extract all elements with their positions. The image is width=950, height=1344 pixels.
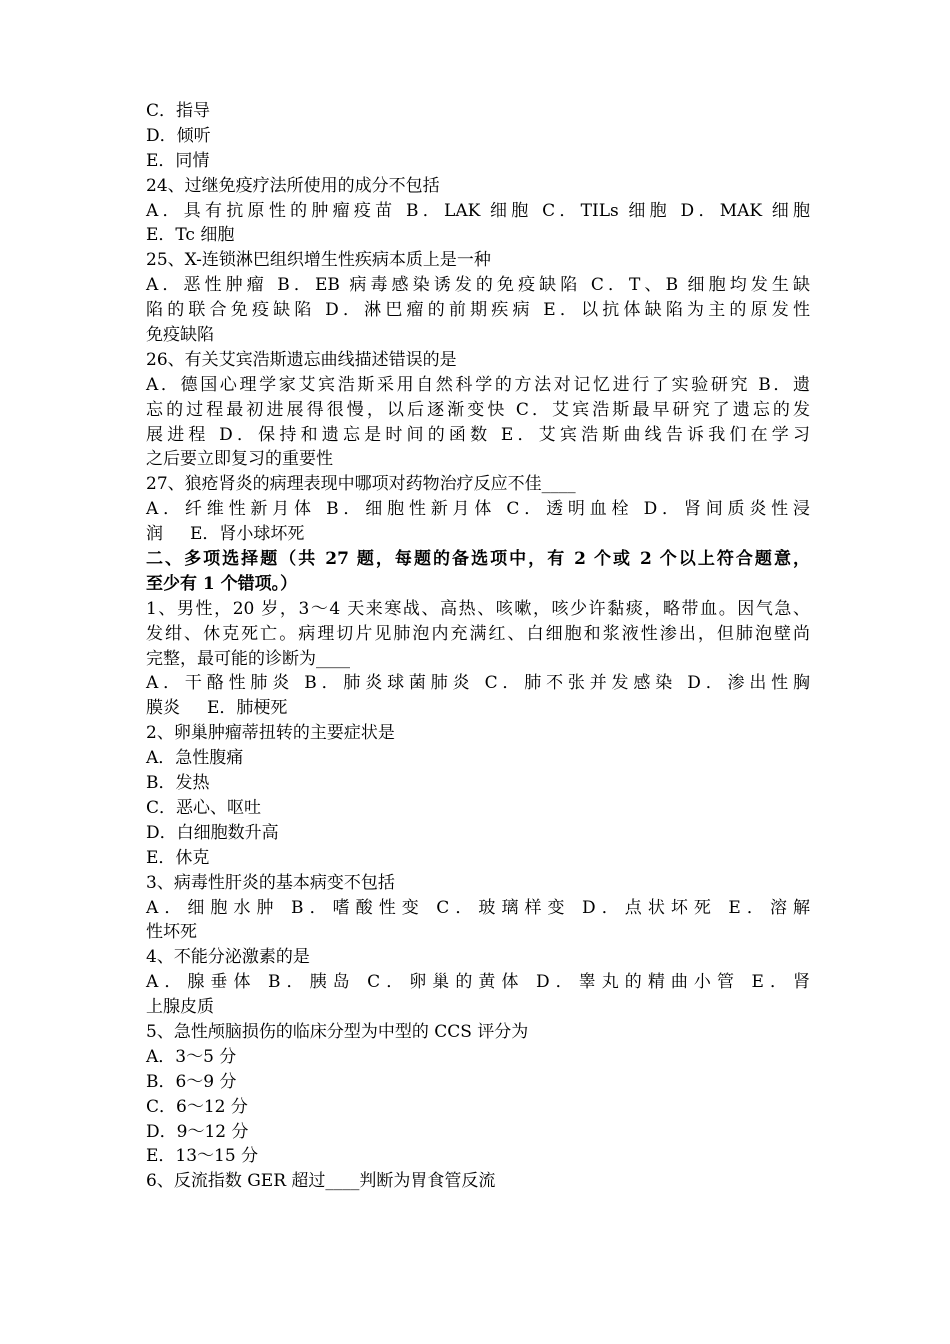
text-line: 忘的过程最初进展得很慢，以后逐渐变快 C．艾宾浩斯最早研究了遗忘的发 (146, 399, 810, 420)
text-line: A．急性腹痛 (146, 748, 244, 769)
section-heading-line: 二、多项选择题（共 27 题，每题的备选项中，有 2 个或 2 个以上符合题意， (146, 549, 810, 570)
text-line: A．细胞水肿 B．嗜酸性变 C．玻璃样变 D．点状坏死 E．溶解 (146, 897, 810, 918)
text-line: D．白细胞数升高 (146, 822, 279, 843)
text-line: A．具有抗原性的肿瘤疫苗 B．LAK 细胞 C．TILs 细胞 D．MAK 细胞 (146, 200, 810, 221)
text-line: C．6～12 分 (146, 1096, 248, 1117)
text-line: A．恶性肿瘤 B．EB 病毒感染诱发的免疫缺陷 C．T、B 细胞均发生缺 (146, 275, 810, 296)
text-line: 完整，最可能的诊断为____ (146, 648, 350, 669)
text-line: 25、X-连锁淋巴组织增生性疾病本质上是一种 (146, 250, 491, 271)
text-line: 26、有关艾宾浩斯遗忘曲线描述错误的是 (146, 349, 457, 370)
text-line: 27、狼疮肾炎的病理表现中哪项对药物治疗反应不佳____ (146, 474, 576, 495)
text-line: D．9～12 分 (146, 1121, 249, 1142)
text-line: A．腺垂体 B．胰岛 C．卵巢的黄体 D．睾丸的精曲小管 E．肾 (146, 972, 810, 993)
text-line: A．干酪性肺炎 B．肺炎球菌肺炎 C．肺不张并发感染 D．渗出性胸 (146, 673, 810, 694)
text-line: C．恶心、呕吐 (146, 797, 262, 818)
text-line: 展进程 D．保持和遗忘是时间的函数 E．艾宾浩斯曲线告诉我们在学习 (146, 424, 810, 445)
text-line: A．纤维性新月体 B．细胞性新月体 C．透明血栓 D．肾间质炎性浸 (146, 499, 810, 520)
text-line: 5、急性颅脑损伤的临床分型为中型的 CCS 评分为 (146, 1021, 529, 1042)
text-line: 4、不能分泌激素的是 (146, 947, 310, 968)
text-line: 润 E．肾小球坏死 (146, 524, 305, 545)
text-line: 性坏死 (146, 922, 197, 943)
text-line: 免疫缺陷 (146, 325, 214, 346)
text-line: 2、卵巢肿瘤蒂扭转的主要症状是 (146, 723, 395, 744)
text-line: E．13～15 分 (146, 1146, 259, 1167)
section-heading-line: 至少有 1 个错项。） (146, 573, 298, 594)
text-line: 上腺皮质 (146, 997, 214, 1018)
document-body (146, 99, 810, 1194)
text-line: E．Tc 细胞 (146, 225, 235, 246)
text-line: 膜炎 E．肺梗死 (146, 698, 288, 719)
text-line: A．3～5 分 (146, 1046, 237, 1067)
text-line: D．倾听 (146, 125, 211, 146)
text-line: 发绀、休克死亡。病理切片见肺泡内充满红、白细胞和浆液性渗出，但肺泡壁尚 (146, 623, 810, 644)
text-line: E．休克 (146, 847, 210, 868)
text-line: B．6～9 分 (146, 1071, 237, 1092)
text-line: 之后要立即复习的重要性 (146, 449, 333, 470)
text-line: C．指导 (146, 101, 211, 121)
text-line: 陷的联合免疫缺陷 D．淋巴瘤的前期疾病 E．以抗体缺陷为主的原发性 (146, 300, 810, 321)
text-line: A．德国心理学家艾宾浩斯采用自然科学的方法对记忆进行了实验研究 B．遗 (146, 374, 810, 395)
text-line: 24、过继免疫疗法所使用的成分不包括 (146, 175, 440, 196)
text-line: 3、病毒性肝炎的基本病变不包括 (146, 872, 395, 893)
text-line: 1、男性，20 岁，3～4 天来寒战、高热、咳嗽，咳少许黏痰，略带血。因气急、 (146, 598, 810, 619)
text-line: B．发热 (146, 773, 210, 794)
text-line: 6、反流指数 GER 超过____判断为胃食管反流 (146, 1171, 496, 1192)
text-line: E．同情 (146, 150, 210, 171)
